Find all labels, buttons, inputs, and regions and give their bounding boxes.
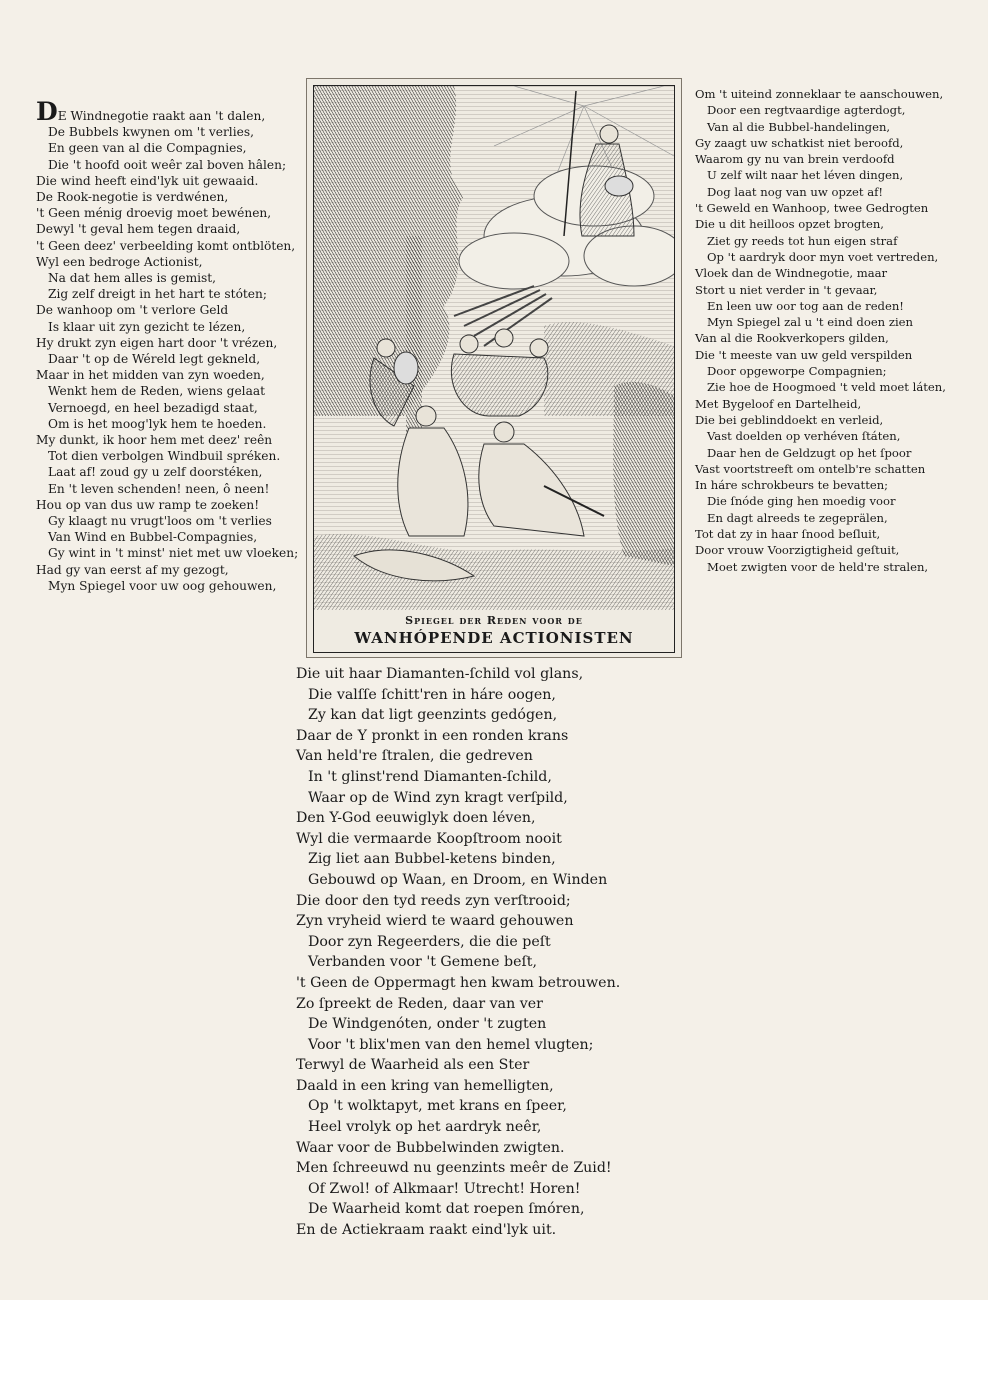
poem-line: Myn Spiegel voor uw oog gehouwen,: [48, 578, 277, 593]
actionist-head: [494, 422, 514, 442]
poem-line: Die 't meeste van uw geld verspilden: [695, 347, 913, 362]
poem-line: Die ſnóde ging hen moedig voor: [707, 494, 896, 509]
poem-line: Dog laat nog van uw opzet af!: [707, 184, 884, 199]
poem-line: Van al die Bubbel-handelingen,: [707, 119, 891, 134]
poem-line: My dunkt, ik hoor hem met deez' reên: [36, 433, 273, 448]
drop-cap: D: [36, 97, 58, 126]
poem-line: Vast doelden op verhéven ſtáten,: [707, 429, 901, 444]
poem-line: Waar voor de Bubbelwinden zwigten.: [296, 1139, 565, 1156]
poem-line: Hy drukt zyn eigen hart door 't vrézen,: [36, 335, 278, 350]
poem-line: Gy zaagt uw schatkist niet beroofd,: [695, 135, 904, 150]
poem-line: De wanhoop om 't verlore Geld: [36, 303, 229, 318]
poem-line: Wenkt hem de Reden, wiens gelaat: [48, 384, 265, 399]
poem-line: Die 't hoofd ooit weêr zal boven hâlen;: [48, 157, 287, 172]
poem-line: Om is het moog'lyk hem te hoeden.: [48, 416, 267, 431]
mirror: [394, 352, 418, 384]
poem-line: De Rook-negotie is verdwénen,: [36, 190, 229, 205]
poem-line: Die wind heeft eind'lyk uit gewaaid.: [36, 173, 259, 188]
poem-line: Stort u niet verder in 't gevaar,: [695, 282, 878, 297]
poem-line: 't Geen ménig droevig moet bewénen,: [36, 206, 272, 221]
poem-line: En dagt alreeds te zegeprälen,: [707, 510, 888, 525]
poem-line: Myn Spiegel zal u 't eind doen zien: [707, 315, 913, 330]
poem-line: De Waarheid komt dat roepen ſmóren,: [308, 1201, 585, 1218]
poem-line: Wyl een bedroge Actionist,: [36, 254, 203, 269]
poem-line: Zig liet aan Bubbel-ketens binden,: [308, 851, 556, 868]
poem-line: Met Bygeloof en Dartelheid,: [695, 396, 862, 411]
poem-line: Door opgeworpe Compagnien;: [707, 364, 887, 379]
poem-line: Die uit haar Diamanten-ſchild vol glans,: [296, 666, 584, 682]
poem-line: Op 't aardryk door myn voet vertreden,: [707, 249, 939, 264]
poem-line: En 't leven schenden! neen, ô neen!: [48, 481, 270, 496]
poem-line: Zie hoe de Hoogmoed 't veld moet láten,: [707, 380, 946, 395]
poem-line: Daar hen de Geldzugt op het ſpoor: [707, 445, 912, 460]
poem-line: Van al die Rookverkopers gilden,: [695, 331, 889, 346]
poem-line-first: DE Windnegotie raakt aan 't dalen,: [36, 97, 266, 126]
poem-line: In háre schrokbeurs te bevatten;: [695, 478, 889, 493]
poem-line: En de Actiekraam raakt eind'lyk uit.: [296, 1222, 557, 1239]
poem-line: Na dat hem alles is gemist,: [48, 271, 217, 286]
poem-line: Waarom gy nu van brein verdoofd: [695, 152, 895, 167]
poem-line: 't Geweld en Wanhoop, twee Gedrogten: [695, 201, 929, 216]
poem-line: Door vrouw Voorzigtigheid geſtuit,: [695, 543, 900, 558]
engraving-illustration: [314, 86, 674, 610]
plate-caption-line2: WANHÓPENDE ACTIONISTEN: [354, 629, 634, 647]
poem-line: Heel vrolyk op het aardryk neêr,: [308, 1119, 542, 1136]
poem-line: Zo ſpreekt de Reden, daar van ver: [296, 995, 543, 1012]
poem-line: Voor 't blix'men van den hemel vlugten;: [308, 1036, 594, 1053]
poem-line: 't Geen de Oppermagt hen kwam betrouwen.: [296, 974, 621, 991]
poem-line: En geen van al die Compagnies,: [48, 141, 247, 156]
poem-line: Dewyl 't geval hem tegen draaid,: [36, 222, 241, 237]
poem-line: Vast voortstreeft om ontelb're schatten: [695, 461, 926, 476]
poem-line: U zelf wilt naar het léven dingen,: [707, 168, 904, 183]
poem-line: Gy wint in 't minst' niet met uw vloeken;: [48, 546, 299, 561]
poem-line: Wyl die vermaarde Koopſtroom nooit: [296, 830, 562, 847]
reason-head: [416, 406, 436, 426]
poem-line: Van held're ſtralen, die gedreven: [296, 748, 533, 765]
poem-line: Zy kan dat ligt geenzints gedógen,: [308, 707, 558, 724]
poem-line: Die valſſe ſchitt'ren in háre oogen,: [308, 686, 556, 703]
engraving-frame: [313, 85, 675, 653]
poem-line: Den Y-God eeuwiglyk doen léven,: [296, 810, 536, 827]
poem-line: Of Zwol! of Alkmaar! Utrecht! Horen!: [308, 1180, 581, 1197]
poem-line: Tot dien verbolgen Windbuil spréken.: [48, 449, 281, 464]
poem-line: Die door den tyd reeds zyn verſtrooid;: [296, 892, 571, 909]
bottom-poem-column: [296, 664, 620, 1241]
poem-line: Die u dit heilloos opzet brogten,: [695, 217, 884, 232]
diamond-shield: [605, 176, 633, 196]
right-poem-column: [695, 86, 946, 575]
poem-line: Daar de Y pronkt in een ronden krans: [296, 727, 569, 744]
poem-line: Zig zelf dreigt in het hart te stóten;: [48, 287, 267, 302]
poem-line: De Windgenóten, onder 't zugten: [308, 1016, 547, 1033]
plate-caption-line1: Spiegel der Reden voor de: [405, 614, 583, 627]
right-bushes: [613, 382, 674, 566]
poem-line: De Bubbels kwynen om 't verlies,: [48, 125, 254, 140]
poem-line: Door zyn Regeerders, die die peſt: [308, 933, 551, 950]
poem-line: Terwyl de Waarheid als een Ster: [296, 1057, 530, 1074]
poem-line: Vernoegd, en heel bezadigd staat,: [48, 400, 258, 415]
poem-line: 't Geen deez' verbeelding komt ontblöten,: [36, 238, 296, 253]
poem-line: Tot dat zy in haar ſnood beſluit,: [695, 527, 881, 542]
poem-line: Om 't uiteind zonneklaar te aanschouwen,: [695, 87, 944, 101]
poem-line: Men ſchreeuwd nu geenzints meêr de Zuid!: [296, 1160, 612, 1177]
poem-line: Moet zwigten voor de held're stralen,: [707, 559, 929, 574]
left-poem-column: [36, 97, 299, 594]
poem-line: Verbanden voor 't Gemene beſt,: [308, 954, 537, 971]
poem-line: Van Wind en Bubbel-Compagnies,: [48, 530, 258, 545]
poem-line: Door een regtvaardige agterdogt,: [707, 103, 906, 118]
poem-line: Gy klaagt nu vrugt'loos om 't verlies: [48, 514, 272, 529]
bottom-margin: [0, 1300, 988, 1390]
poem-line: Is klaar uit zyn gezicht te lézen,: [48, 319, 246, 334]
poem-line: Gebouwd op Waan, en Droom, en Winden: [308, 871, 608, 888]
poem-line: Zyn vryheid wierd te waard gehouwen: [296, 913, 574, 930]
poem-line: En leen uw oor tog aan de reden!: [707, 298, 904, 313]
poem-line: Daar 't op de Wéreld legt gekneld,: [48, 352, 261, 367]
engraving-plate: [306, 78, 682, 658]
poem-line: Die bei geblinddoekt en verleid,: [695, 412, 884, 427]
poem-line: Had gy van eerst af my gezogt,: [36, 562, 229, 577]
poem-line: Maar in het midden van zyn woeden,: [36, 368, 265, 383]
poem-line: Laat af! zoud gy u zelf doorstéken,: [48, 465, 263, 480]
poem-line: Vloek dan de Windnegotie, maar: [695, 266, 888, 281]
poem-line: Hou op van dus uw ramp te zoeken!: [36, 497, 260, 512]
poem-line: In 't glinst'rend Diamanten-ſchild,: [308, 768, 552, 785]
poem-line: Op 't wolktapyt, met krans en ſpeer,: [308, 1098, 567, 1115]
poem-line: Ziet gy reeds tot hun eigen straf: [707, 233, 898, 248]
poem-line: Daald in een kring van hemelligten,: [296, 1077, 554, 1094]
poem-line: Waar op de Wind zyn kragt verſpild,: [308, 789, 568, 806]
